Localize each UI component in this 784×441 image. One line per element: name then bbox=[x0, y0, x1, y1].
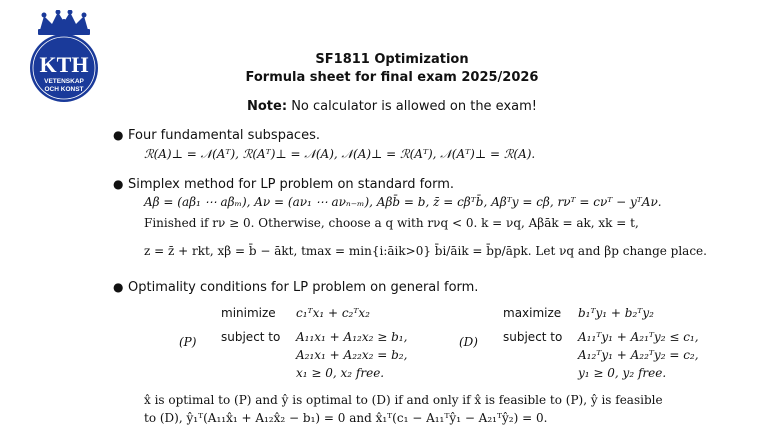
primal-subject-to: subject to bbox=[221, 330, 281, 344]
section-title: Simplex method for LP problem on standard form. bbox=[128, 177, 455, 192]
primal-label: (P) bbox=[179, 335, 197, 349]
section-simplex bbox=[113, 177, 455, 192]
section-subspaces bbox=[113, 128, 320, 143]
formula-subspaces: ℛ(A)⊥ = 𝒩(Aᵀ), ℛ(Aᵀ)⊥ = 𝒩(A), 𝒩(A)⊥ = ℛ(Aᵀ), 𝒩(Aᵀ)⊥ = ℛ(A). bbox=[144, 147, 536, 161]
section-title: Optimality conditions for LP problem on general form. bbox=[128, 280, 479, 295]
optimality-text-2: to (D), ŷ₁ᵀ(A₁₁x̂₁ + A₁₂x̂₂ − b₁) = 0 and x̂₁ᵀ(c₁ − A₁₁ᵀŷ₁ − A₂₁ᵀŷ₂) = 0. bbox=[144, 411, 548, 425]
dual-constraint-3: y₁ ≥ 0, y₂ free. bbox=[578, 366, 667, 380]
formula-simplex-1: Aβ = (aβ₁ ⋯ aβₘ), Aν = (aν₁ ⋯ aνₙ₋ₘ), Aβb̄ = b, z̄ = cβᵀb̄, Aβᵀy = cβ, rνᵀ = cνᵀ − yᵀAν. bbox=[144, 195, 662, 209]
svg-text:OCH KONST: OCH KONST bbox=[44, 86, 84, 93]
bullet-icon: ● bbox=[113, 177, 124, 191]
note-label: Note: bbox=[247, 99, 288, 114]
optimality-text-1: x̂ is optimal to (P) and ŷ is optimal to (D) if and only if x̂ is feasible to (P), ŷ is feasible bbox=[144, 393, 663, 407]
dual-subject-to: subject to bbox=[503, 330, 563, 344]
svg-text:KTH: KTH bbox=[39, 52, 89, 77]
primal-constraint-1: A₁₁x₁ + A₁₂x₂ ≥ b₁, bbox=[296, 330, 408, 344]
primal-minimize: minimize bbox=[221, 306, 276, 320]
dual-constraint-2: A₁₂ᵀy₁ + A₂₂ᵀy₂ = c₂, bbox=[578, 348, 699, 362]
bullet-icon: ● bbox=[113, 128, 124, 142]
bullet-icon: ● bbox=[113, 280, 124, 294]
dual-maximize: maximize bbox=[503, 306, 562, 320]
section-optimality bbox=[113, 280, 479, 295]
primal-constraint-3: x₁ ≥ 0, x₂ free. bbox=[296, 366, 385, 380]
svg-text:VETENSKAP: VETENSKAP bbox=[44, 78, 84, 85]
primal-constraint-2: A₂₁x₁ + A₂₂x₂ = b₂, bbox=[296, 348, 408, 362]
formula-simplex-3: z = z̄ + rkt, xβ = b̄ − ākt, tmax = min{i:āik>0} b̄i/āik = b̄p/āpk. Let νq and βp change place. bbox=[144, 244, 707, 258]
formula-simplex-2: Finished if rν ≥ 0. Otherwise, choose a q with rνq < 0. k = νq, Aβāk = ak, xk = t, bbox=[144, 216, 639, 230]
dual-label: (D) bbox=[459, 335, 478, 349]
section-title: Four fundamental subspaces. bbox=[128, 128, 320, 143]
page-title: SF1811 Optimization bbox=[315, 52, 469, 67]
page-subtitle: Formula sheet for final exam 2025/2026 bbox=[245, 70, 539, 85]
primal-objective: c₁ᵀx₁ + c₂ᵀx₂ bbox=[296, 306, 370, 320]
note-text: No calculator is allowed on the exam! bbox=[291, 99, 537, 114]
note bbox=[0, 99, 784, 114]
dual-objective: b₁ᵀy₁ + b₂ᵀy₂ bbox=[578, 306, 654, 320]
dual-constraint-1: A₁₁ᵀy₁ + A₂₁ᵀy₂ ≤ c₁, bbox=[578, 330, 699, 344]
